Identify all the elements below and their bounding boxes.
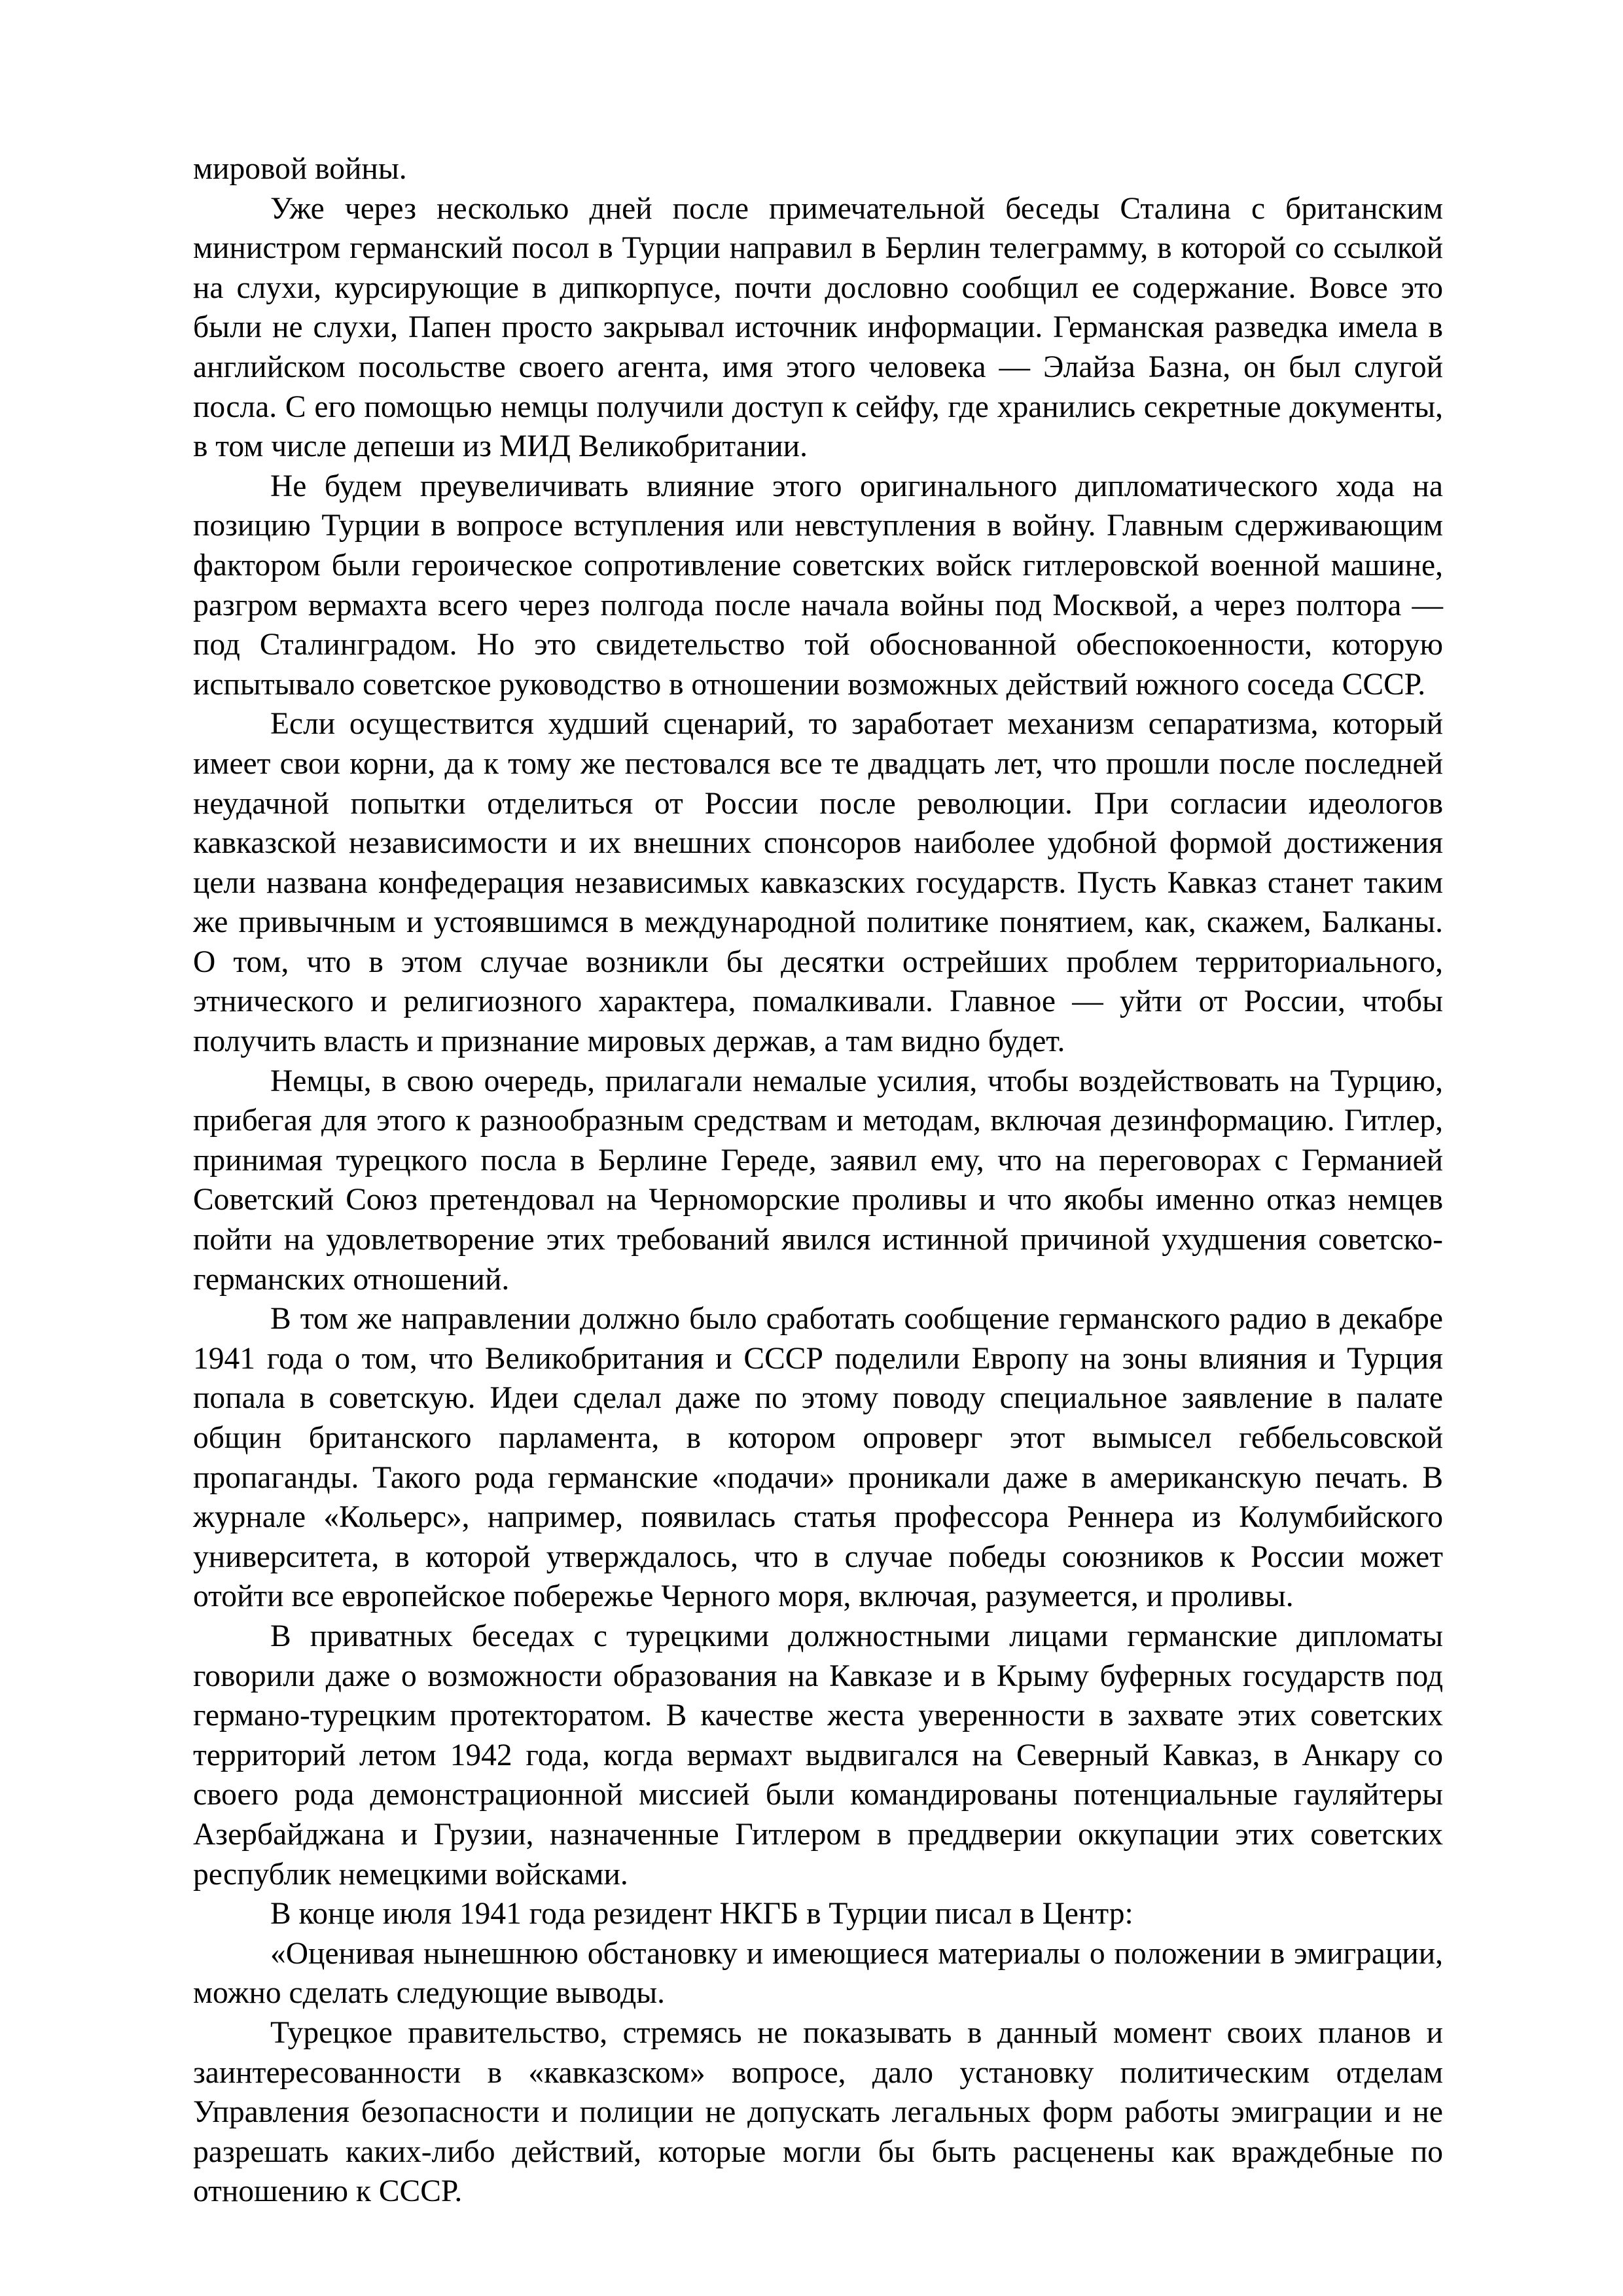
paragraph-german-radio: В том же направлении должно было сработать сообщение германского радио в декабре 1941 года о том, что Великобритания и СССР поделили Европу на зоны влияния и Турция попала в советскую. Идеи сделал даже по этому поводу специальное заявление в палате общин британского парламента, в котором опроверг этот вымысел геббельсовской пропаганды. Такого рода германские «подачи» проникали даже в американскую печать. В журнале «Кольерс», например, появилась статья профессора Реннера из Колумбийского университета, в которой утверждалось, что в случае победы союзников к России может отойти все европейское побережье Черного моря, включая, разумеется, и проливы.	[193, 1302, 1443, 1614]
paragraph-nkgb-report-intro: В конце июля 1941 года резидент НКГБ в Турции писал в Центр:	[270, 1897, 1133, 1931]
paragraph-german-efforts: Немцы, в свою очередь, прилагали немалые усилия, чтобы воздействовать на Турцию, прибегая для этого к разнообразным средствам и методам, включая дезинформацию. Гитлер, принимая турецкого посла в Берлине Гереде, заявил ему, что на переговорах с Германией Советский Союз претендовал на Черноморские проливы и что якобы именно отказ немцев пойти на удовлетворение этих требований явился истинной причиной ухудшения советско-германских отношений.	[193, 1064, 1443, 1297]
paragraph-quote-start: «Оценивая нынешнюю обстановку и имеющиеся материалы о положении в эмиграции, можно сделать следующие выводы.	[193, 1936, 1443, 2011]
paragraph-private-talks: В приватных беседах с турецкими должностными лицами германские дипломаты говорили даже о возможности образования на Кавказе и в Крыму буферных государств под германо-турецким протекторатом. В качестве жеста уверенности в захвате этих советских территорий летом 1942 года, когда вермахт выдвигался на Северный Кавказ, в Анкару со своего рода демонстрационной миссией были командированы потенциальные гауляйтеры Азербайджана и Грузии, назначенные Гитлером в преддверии оккупации этих советских республик немецкими войсками.	[193, 1619, 1443, 1892]
paragraph-turkish-government: Турецкое правительство, стремясь не показывать в данный момент своих планов и заинтересованности в «кавказском» вопросе, дало установку политическим отделам Управления безопасности и полиции не допускать легальных форм работы эмиграции и не разрешать каких-либо действий, которые могли бы быть расценены как враждебные по отношению к СССР.	[193, 2015, 1443, 2209]
paragraph-turkey-position: Не будем преувеличивать влияние этого оригинального дипломатического хода на позицию Турции в вопросе вступления или невступления в войну. Главным сдерживающим фактором были героическое сопротивление советских войск гитлеровской военной машине, разгром вермахта всего через полгода после начала войны под Москвой, а через полтора — под Сталинградом. Но это свидетельство той обоснованной обеспокоенности, которую испытывало советское руководство в отношении возможных действий южного соседа СССР.	[193, 469, 1443, 702]
paragraph-separatism: Если осуществится худший сценарий, то заработает механизм сепаратизма, который имеет свои корни, да к тому же пестовался все те двадцать лет, что прошли после последней неудачной попытки отделиться от России после революции. При согласии идеологов кавказской независимости и их внешних спонсоров наиболее удобной формой достижения цели названа конфедерация независимых кавказских государств. Пусть Кавказ станет таким же привычным и устоявшимся в международной политике понятием, как, скажем, Балканы. О том, что в этом случае возникли бы десятки острейших проблем территориального, этнического и религиозного характера, помалкивали. Главное — уйти от России, чтобы получить власть и признание мировых держав, а там видно будет.	[193, 707, 1443, 1059]
paragraph-stalin-conversation: Уже через несколько дней после примечательной беседы Сталина с британским министром германский посол в Турции направил в Берлин телеграмму, в которой со ссылкой на слухи, курсирующие в дипкорпусе, почти дословно сообщил ее содержание. Вовсе это были не слухи, Папен просто закрывал источник информации. Германская разведка имела в английском посольстве своего агента, имя этого человека — Элайза Базна, он был слугой посла. С его помощью немцы получили доступ к сейфу, где хранились секретные документы, в том числе депеши из МИД Великобритании.	[193, 191, 1443, 464]
paragraph-continuation: мировой войны.	[193, 152, 407, 186]
document-page	[193, 149, 1443, 2212]
